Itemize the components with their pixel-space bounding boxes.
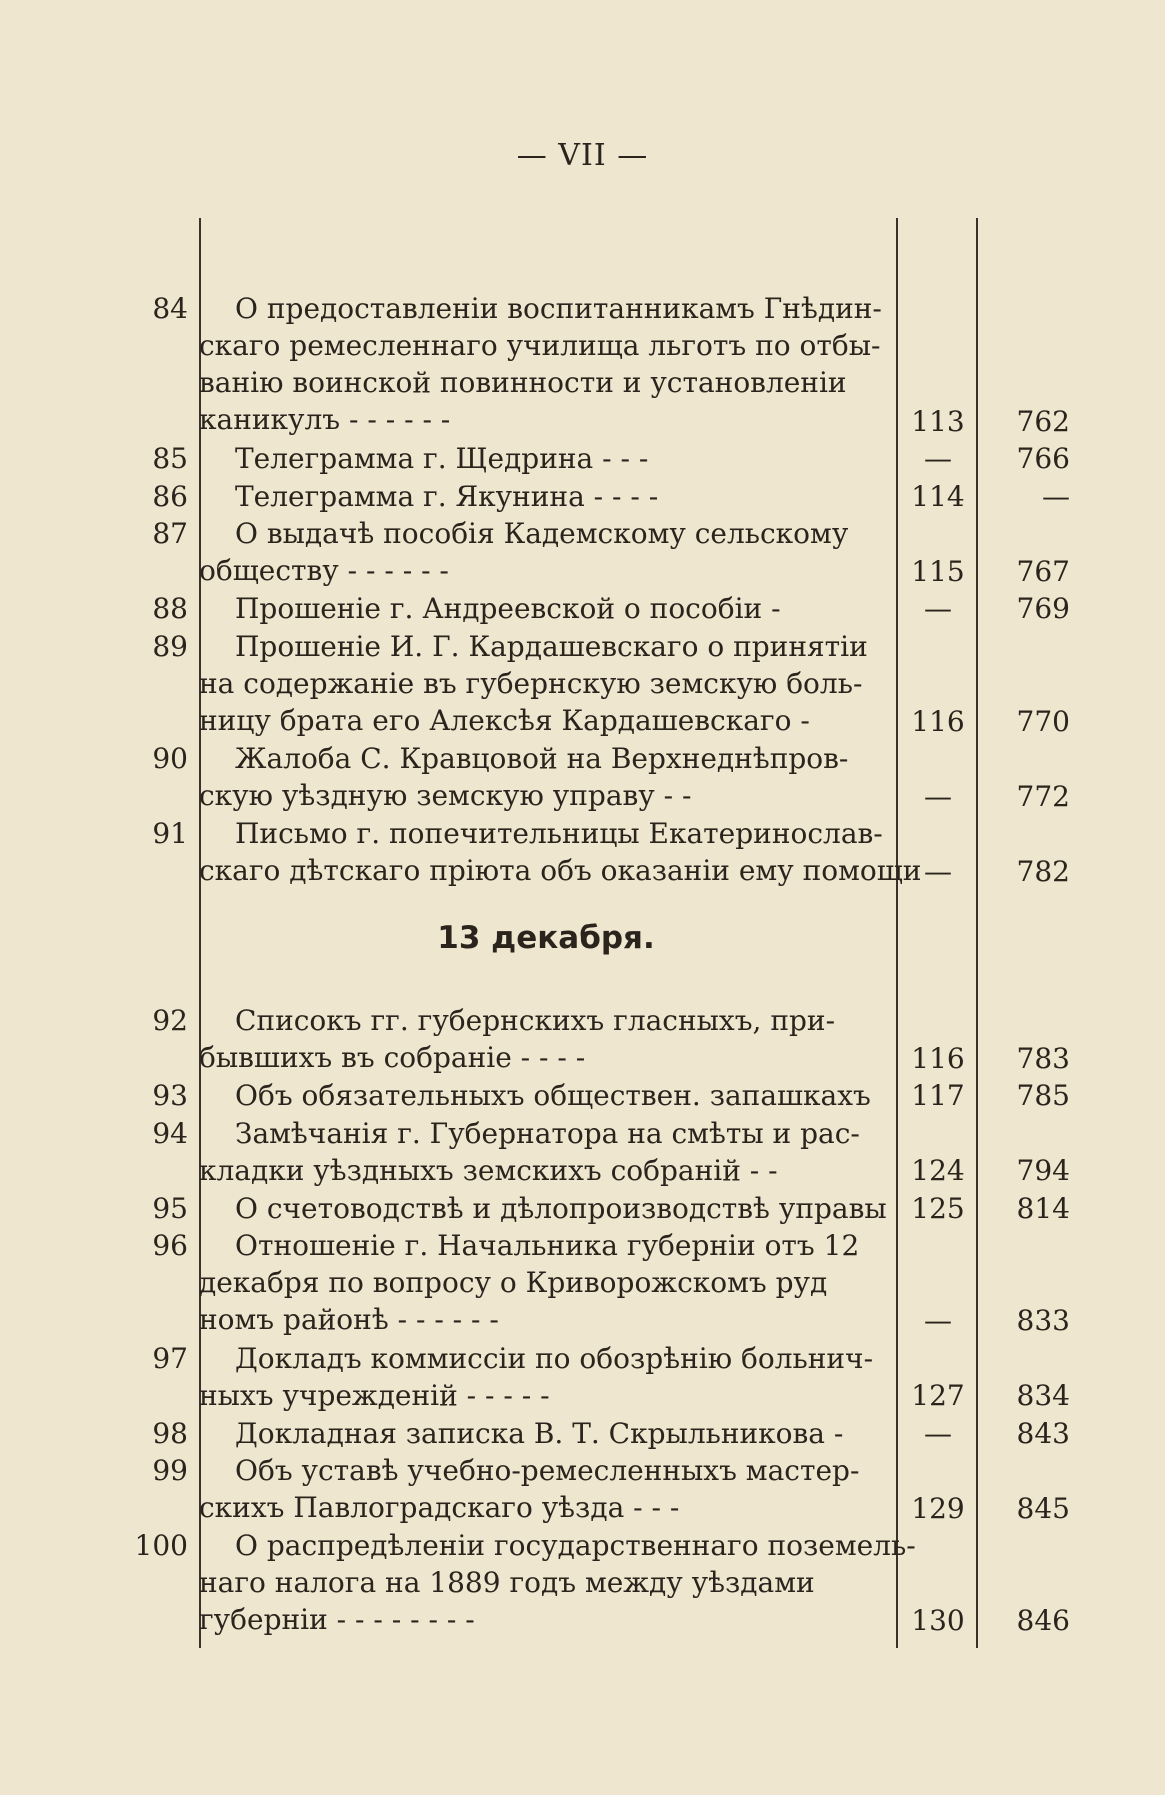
page-ref-column-1: 113 [911, 404, 965, 438]
entry-title-line [199, 815, 893, 852]
entry-title-line [199, 1489, 893, 1526]
toc-entry [0, 740, 1165, 815]
toc-entry [0, 1115, 1165, 1190]
entry-title-line [199, 515, 893, 552]
page-ref-column-2: 834 [1016, 1379, 1070, 1412]
entry-title-line-text: Докладъ коммиссіи по обозрѣнію больнич- [235, 1341, 874, 1375]
entry-title-line-text: декабря по вопросу о Криворожскомъ руд [199, 1266, 828, 1299]
page-ref-column-2: 833 [1016, 1304, 1070, 1337]
entry-title-line [199, 364, 893, 401]
page-ref-column-1: 125 [911, 1191, 965, 1225]
entry-title-line-text: О счетоводствѣ и дѣлопроизводствѣ управы [235, 1191, 887, 1225]
entry-number: 84 [152, 292, 188, 325]
entry-title [199, 1452, 893, 1526]
page-ref-column-1: 114 [911, 479, 965, 513]
entry-title-line-text: обществу - - - - - - [199, 554, 449, 587]
entry-title-line [199, 440, 893, 477]
page-ref-column-2: 766 [1016, 442, 1070, 475]
entry-title-line-text: скихъ Павлоградскаго уѣзда - - - [199, 1491, 680, 1524]
entry-title-line [199, 1601, 893, 1638]
entry-title-line-text: ванію воинской повинности и установленіи [199, 366, 847, 399]
entry-title-line-text: Жалоба С. Кравцовой на Верхнеднѣпров- [235, 742, 849, 775]
entry-title-line [199, 401, 893, 438]
page-ref-column-2: 814 [1016, 1191, 1070, 1225]
entry-title-line [199, 1002, 893, 1039]
toc-entry [0, 1077, 1165, 1115]
toc-entry [0, 1227, 1165, 1340]
toc-entry [0, 1002, 1165, 1077]
entry-title [199, 628, 893, 739]
entry-number: 85 [152, 442, 188, 475]
page-ref-column-1: 115 [911, 554, 965, 588]
entry-title-line-text: Докладная записка В. Т. Скрыльникова - [235, 1416, 844, 1450]
page-ref-column-1: 130 [911, 1604, 965, 1637]
entry-title-line-text: скаго дѣтскаго пріюта объ оказаніи ему помощи [199, 854, 922, 887]
entry-number: 94 [152, 1116, 188, 1150]
entry-number: 89 [152, 629, 188, 663]
entry-number: 93 [152, 1079, 188, 1112]
entry-title [199, 1190, 893, 1227]
entry-title [199, 515, 893, 589]
page-ref-column-2: 772 [1016, 779, 1070, 813]
entry-title [199, 1227, 893, 1338]
page-ref-column-1: — [924, 592, 952, 625]
entry-title-line-text: Списокъ гг. губернскихъ гласныхъ, при- [235, 1004, 836, 1037]
entry-title-line-text: ныхъ учрежденій - - - - - [199, 1378, 550, 1412]
entry-title-line [199, 852, 922, 889]
entry-title-line [199, 1190, 893, 1227]
entry-title [199, 1340, 893, 1414]
toc-entry [0, 815, 1165, 890]
entry-title-line-text: номъ районѣ - - - - - - [199, 1303, 499, 1336]
entry-title-line-text: ницу брата его Алексѣя Кардашевскаго - [199, 703, 810, 737]
page-ref-column-1: 116 [911, 704, 965, 738]
entry-title-line [199, 740, 893, 777]
entry-title-line [199, 665, 893, 702]
toc-entry [0, 1415, 1165, 1453]
entry-number: 87 [152, 517, 188, 550]
entry-title-line [199, 552, 893, 589]
entry-title-line [199, 1527, 916, 1564]
toc-entry [0, 478, 1165, 516]
entry-title-line [199, 1452, 893, 1489]
entry-title-line [199, 590, 893, 627]
entry-title-line-text: Телеграмма г. Щедрина - - - [235, 442, 649, 475]
entry-title [199, 1415, 893, 1452]
entry-title-line-text: Телеграмма г. Якунина - - - - [235, 479, 659, 513]
toc-entry [0, 1190, 1165, 1228]
toc-entry [0, 590, 1165, 628]
page-ref-column-2: 843 [1016, 1416, 1070, 1450]
entry-title-line-text: на содержаніе въ губернскую земскую боль- [199, 666, 863, 700]
entry-number: 95 [152, 1191, 188, 1225]
page-ref-column-1: 129 [911, 1491, 965, 1525]
entry-title-line-text: скую уѣздную земскую управу - - [199, 779, 692, 812]
page-ref-column-2: 794 [1016, 1154, 1070, 1187]
toc-entry [0, 440, 1165, 478]
toc-entry [0, 628, 1165, 741]
entry-title-line-text: О выдачѣ пособія Кадемскому сельскому [235, 517, 849, 550]
toc-entry [0, 1527, 1165, 1640]
entry-title-line-text: каникулъ - - - - - - [199, 403, 451, 436]
page-ref-column-1: — [924, 442, 952, 475]
entry-title [199, 478, 893, 515]
page-ref-column-2: — [1042, 479, 1070, 513]
entry-title-line [199, 478, 893, 515]
page-ref-column-2: 845 [1016, 1491, 1070, 1525]
entry-title-line [199, 290, 893, 327]
entry-title-line-text: губерніи - - - - - - - - [199, 1603, 475, 1636]
page-ref-column-1: 116 [911, 1041, 965, 1075]
entry-title-line-text: Письмо г. попечительницы Екатеринослав- [235, 817, 883, 850]
entry-title-line [199, 777, 893, 814]
entry-title-line-text: Отношеніе г. Начальника губерніи отъ 12 [235, 1229, 860, 1262]
page-ref-column-2: 767 [1016, 554, 1070, 588]
entry-title-line-text: бывшихъ въ собраніе - - - - [199, 1041, 586, 1074]
entry-number: 100 [134, 1529, 188, 1562]
entry-number: 90 [152, 742, 188, 775]
page-ref-column-1: — [924, 779, 952, 813]
entry-title-line [199, 1377, 893, 1414]
entry-title-line [199, 1301, 893, 1338]
entry-title-line [199, 1227, 893, 1264]
page-ref-column-1: 124 [911, 1154, 965, 1187]
entry-title [199, 440, 893, 477]
page-ref-column-2: 782 [1016, 854, 1070, 888]
entry-title-line-text: О распредѣленіи государственнаго поземель- [235, 1529, 916, 1562]
entry-number: 97 [152, 1341, 188, 1375]
entry-number: 96 [152, 1229, 188, 1262]
entry-title [199, 740, 893, 814]
page-ref-column-1: — [924, 1416, 952, 1450]
page-ref-column-1: — [924, 854, 952, 888]
entry-number: 86 [152, 479, 188, 513]
entry-title-line [199, 1152, 893, 1189]
section-title: 13 декабря. [437, 920, 655, 956]
entry-title-line [199, 1077, 893, 1114]
toc-entry [0, 515, 1165, 590]
entry-title-line [199, 327, 893, 364]
page-ref-column-2: 785 [1016, 1079, 1070, 1112]
toc-entry [0, 1340, 1165, 1415]
entry-title-line-text: Объ обязательныхъ обществен. запашкахъ [235, 1079, 871, 1112]
entry-title-line [199, 1340, 893, 1377]
entry-title [199, 1527, 916, 1638]
page-ref-column-1: 127 [911, 1379, 965, 1412]
page-ref-column-2: 762 [1016, 404, 1070, 438]
entry-number: 99 [152, 1454, 188, 1487]
page-ref-column-2: 769 [1016, 592, 1070, 625]
entry-title-line [199, 702, 893, 739]
entry-number: 88 [152, 592, 188, 625]
entry-title-line [199, 1264, 893, 1301]
page-ref-column-2: 783 [1016, 1041, 1070, 1075]
entry-title [199, 590, 893, 627]
page-ref-column-2: 846 [1016, 1604, 1070, 1637]
entry-title-line-text: наго налога на 1889 годъ между уѣздами [199, 1566, 815, 1599]
toc-entry [0, 290, 1165, 440]
entry-number: 91 [152, 817, 188, 850]
entry-title [199, 1002, 893, 1076]
page-ref-column-2: 770 [1016, 704, 1070, 738]
entry-title-line-text: Объ уставѣ учебно-ремесленныхъ мастер- [235, 1454, 860, 1487]
entry-title-line-text: скаго ремесленнаго училища льготъ по отбы- [199, 329, 881, 362]
page-header: — VII — [516, 138, 649, 173]
entry-number: 98 [152, 1416, 188, 1450]
entry-title-line [199, 1415, 893, 1452]
entry-number: 92 [152, 1004, 188, 1037]
entry-title-line [199, 1115, 893, 1152]
entry-title-line-text: кладки уѣздныхъ земскихъ собраній - - [199, 1153, 778, 1187]
page-ref-column-1: 117 [911, 1079, 965, 1112]
entry-title-line-text: Замѣчанія г. Губернатора на смѣты и рас- [235, 1116, 860, 1150]
entry-title-line-text: Прошеніе г. Андреевской о пособіи - [235, 592, 781, 625]
entry-title-line [199, 1564, 893, 1601]
entry-title [199, 290, 893, 438]
entry-title [199, 1077, 893, 1114]
entry-title [199, 1115, 893, 1189]
page-ref-column-1: — [924, 1304, 952, 1337]
toc-entry [0, 1452, 1165, 1527]
entry-title-line [199, 1039, 893, 1076]
entry-title-line-text: О предоставленіи воспитанникамъ Гнѣдин- [235, 292, 882, 325]
entry-title-line-text: Прошеніе И. Г. Кардашевскаго о принятіи [235, 629, 868, 663]
entry-title [199, 815, 922, 889]
entry-title-line [199, 628, 893, 665]
